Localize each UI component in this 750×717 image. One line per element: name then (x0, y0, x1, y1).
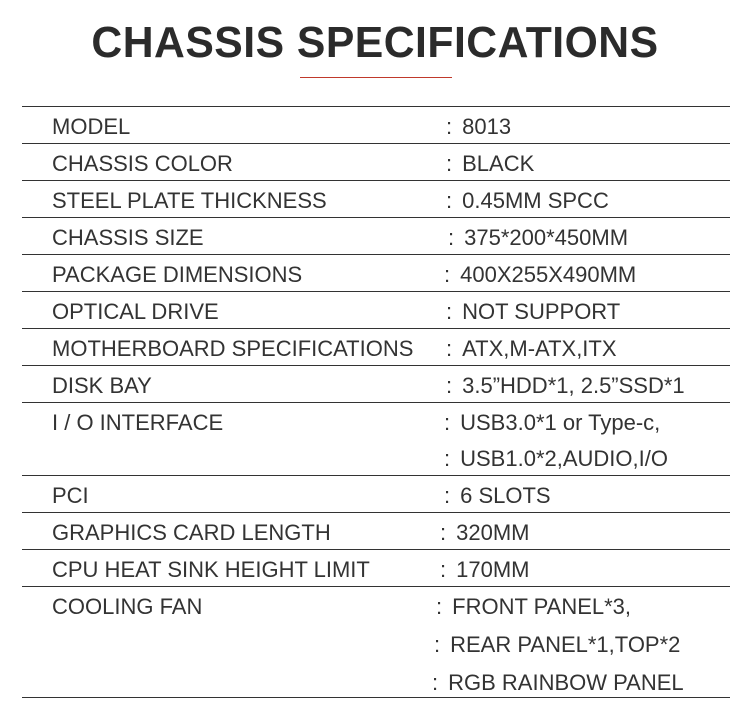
spec-row-disk-bay: DISK BAY : 3.5”HDD*1, 2.5”SSD*1 (22, 366, 730, 403)
spec-label: PACKAGE DIMENSIONS (52, 262, 303, 287)
spec-value: 320MM (456, 520, 530, 545)
spec-label: CPU HEAT SINK HEIGHT LIMIT (52, 557, 370, 582)
spec-value: 400X255X490MM (460, 262, 637, 287)
spec-row-cpu-heat-sink-height-limit: CPU HEAT SINK HEIGHT LIMIT : 170MM (22, 550, 730, 587)
title-underline (300, 77, 452, 78)
spec-value: USB3.0*1 or Type-c, (460, 410, 661, 435)
spec-row-motherboard-specifications: MOTHERBOARD SPECIFICATIONS : ATX,M-ATX,ITX (22, 329, 730, 366)
spec-value: FRONT PANEL*3, (452, 594, 632, 619)
spec-value: 170MM (456, 557, 530, 582)
spec-value: USB1.0*2,AUDIO,I/O (460, 446, 668, 471)
spec-row-graphics-card-length: GRAPHICS CARD LENGTH : 320MM (22, 513, 730, 550)
spec-label: I / O INTERFACE (52, 410, 224, 435)
spec-value: ATX,M-ATX,ITX (462, 336, 617, 361)
page-title: CHASSIS SPECIFICATIONS (91, 18, 659, 67)
spec-value: 0.45MM SPCC (462, 188, 609, 213)
spec-row-io-interface: I / O INTERFACE : USB3.0*1 or Type-c, : USB1.0*2,AUDIO,I/O (22, 403, 730, 476)
spec-label: PCI (52, 483, 89, 508)
spec-value: REAR PANEL*1,TOP*2 (450, 632, 681, 657)
spec-row-steel-plate-thickness: STEEL PLATE THICKNESS : 0.45MM SPCC (22, 181, 730, 218)
spec-row-model: MODEL : 8013 (22, 107, 730, 144)
spec-label: GRAPHICS CARD LENGTH (52, 520, 331, 545)
spec-row-chassis-color: CHASSIS COLOR : BLACK (22, 144, 730, 181)
spec-value: 3.5”HDD*1, 2.5”SSD*1 (462, 373, 685, 398)
spec-label: CHASSIS COLOR (52, 151, 233, 176)
spec-label: DISK BAY (52, 373, 152, 398)
spec-value: 6 SLOTS (460, 483, 551, 508)
spec-row-optical-drive: OPTICAL DRIVE : NOT SUPPORT (22, 292, 730, 329)
spec-table (22, 106, 730, 698)
spec-row-chassis-size: CHASSIS SIZE : 375*200*450MM (22, 218, 730, 255)
spec-value: RGB RAINBOW PANEL (448, 670, 684, 695)
spec-label: MODEL (52, 114, 131, 139)
spec-row-package-dimensions: PACKAGE DIMENSIONS : 400X255X490MM (22, 255, 730, 292)
spec-row-pci: PCI : 6 SLOTS (22, 476, 730, 513)
spec-label: MOTHERBOARD SPECIFICATIONS (52, 336, 414, 361)
spec-label: OPTICAL DRIVE (52, 299, 219, 324)
spec-value: 375*200*450MM (464, 225, 629, 250)
spec-label: CHASSIS SIZE (52, 225, 204, 250)
spec-value: BLACK (462, 151, 535, 176)
spec-row-cooling-fan: COOLING FAN : FRONT PANEL*3, : REAR PANEL*1,TOP*2 : RGB RAINBOW PANEL (22, 587, 730, 698)
spec-value: NOT SUPPORT (462, 299, 621, 324)
spec-value: 8013 (462, 114, 512, 139)
spec-label: STEEL PLATE THICKNESS (52, 188, 327, 213)
spec-label: COOLING FAN (52, 594, 203, 619)
